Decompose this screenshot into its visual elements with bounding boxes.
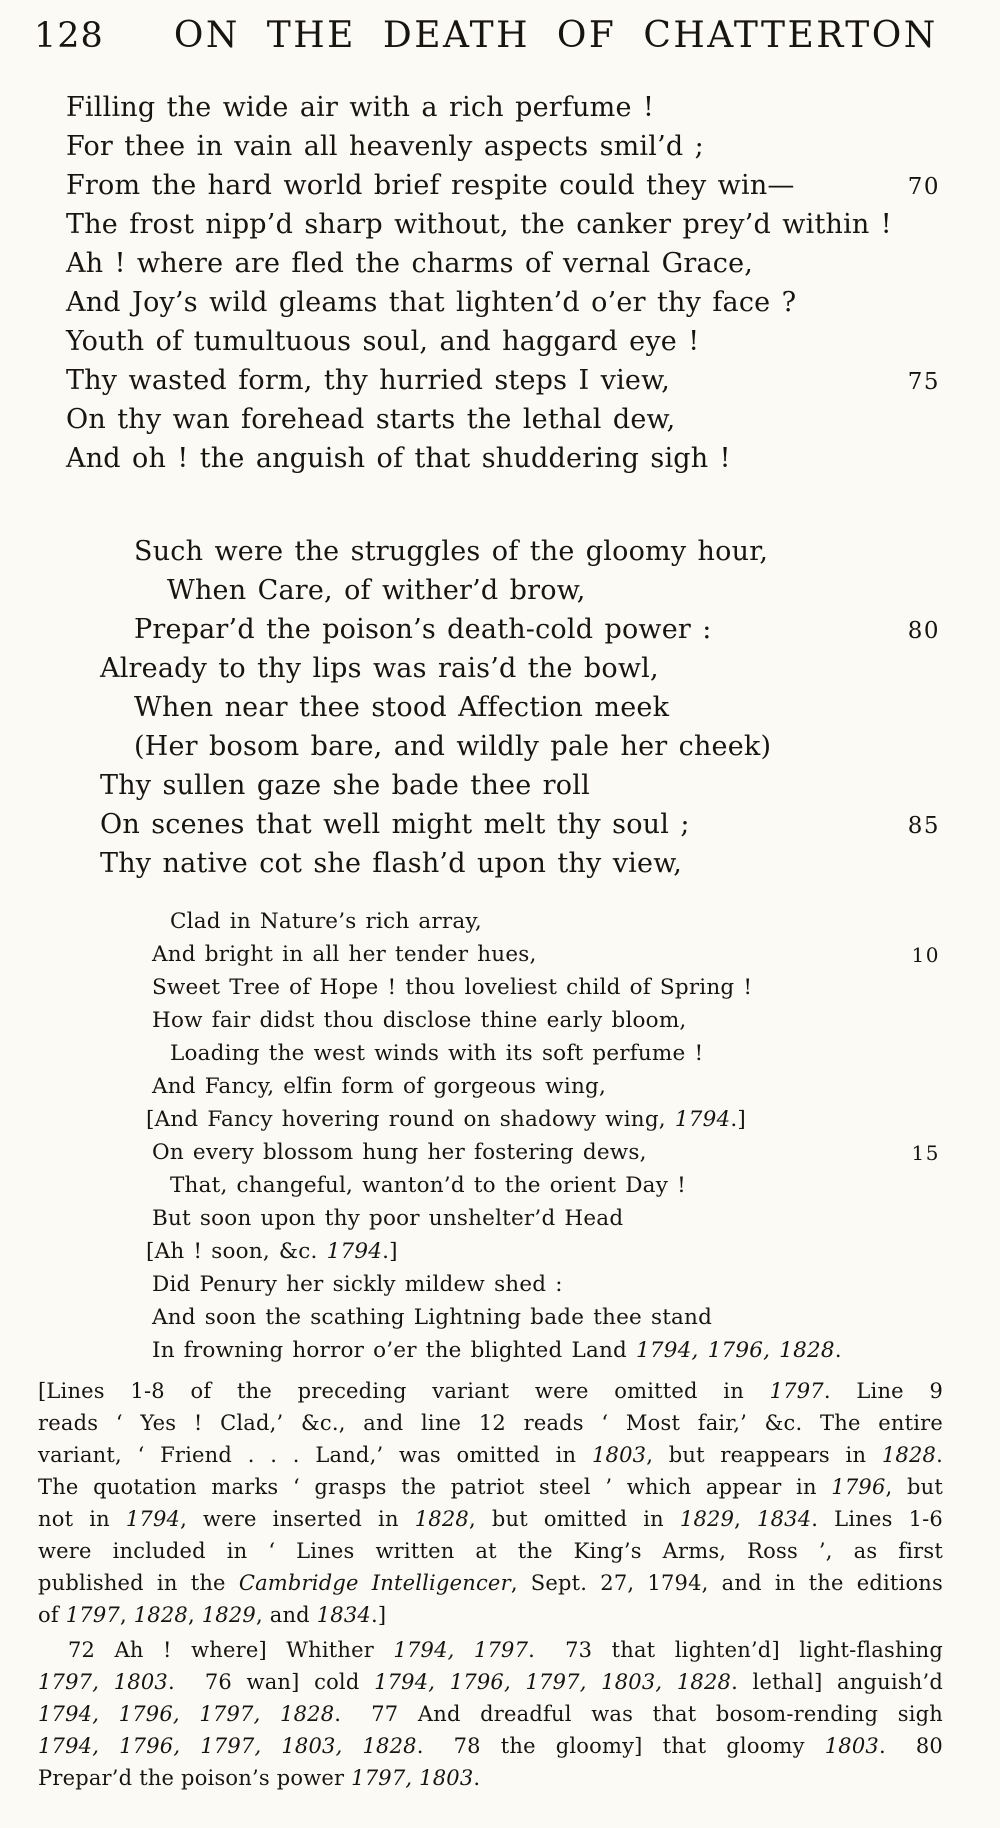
variant-line xyxy=(0,1037,940,1070)
apparatus-line: 72 Ah ! where] Whither 1794, 1797. 73 that lighten’d] light-flashing xyxy=(68,1638,943,1662)
note-line: of 1797, 1828, 1829, and 1834.] xyxy=(38,1603,387,1627)
poem-line-text: Thy wasted form, thy hurried steps I view, xyxy=(66,365,670,396)
page-header xyxy=(34,14,1000,58)
variant-line xyxy=(0,1136,940,1169)
note-line: [Lines 1-8 of the preceding variant were omitted in 1797. Line 9 xyxy=(38,1379,944,1403)
variant-line xyxy=(0,1004,940,1037)
note-line: published in the Cambridge Intelligencer, Sept. 27, 1794, and in the editions xyxy=(38,1571,944,1595)
variant-line-text: And Fancy, elfin form of gorgeous wing, xyxy=(152,1074,606,1099)
variant-line-text: But soon upon thy poor unshelter’d Head xyxy=(152,1206,624,1231)
variant-block xyxy=(0,905,940,1367)
poem-line xyxy=(0,88,940,127)
line-number: 10 xyxy=(911,943,940,967)
variant-line-text: How fair didst thou disclose thine early bloom, xyxy=(152,1008,687,1033)
poem-line xyxy=(0,322,940,361)
poem-line-text: The frost nipp’d sharp without, the canker prey’d within ! xyxy=(66,209,892,240)
variant-line-text: [And Fancy hovering round on shadowy wing, 1794.] xyxy=(146,1107,747,1132)
poem-line xyxy=(0,610,940,649)
poem-line-text: Such were the struggles of the gloomy hour, xyxy=(134,536,769,567)
note-line: were included in ‘ Lines written at the King’s Arms, Ross ’, as first xyxy=(38,1539,943,1563)
poem-line-text: For thee in vain all heavenly aspects smil’d ; xyxy=(66,131,704,162)
poem-line-text: Filling the wide air with a rich perfume ! xyxy=(66,92,654,123)
variant-line-text: Loading the west winds with its soft perfume ! xyxy=(170,1041,704,1066)
poem-line xyxy=(0,205,940,244)
variant-line xyxy=(0,1334,940,1367)
poem-line xyxy=(0,727,940,766)
note-line: not in 1794, were inserted in 1828, but omitted in 1829, 1834. Lines 1-6 xyxy=(38,1507,943,1531)
poem-line xyxy=(0,283,940,322)
variant-line xyxy=(0,1268,940,1301)
poem-line xyxy=(0,766,940,805)
variant-line-text: That, changeful, wanton’d to the orient Day ! xyxy=(170,1173,686,1198)
poem-line xyxy=(0,649,940,688)
variant-line-text: Sweet Tree of Hope ! thou loveliest child of Spring ! xyxy=(152,975,753,1000)
variant-line-text: And soon the scathing Lightning bade thee stand xyxy=(152,1305,713,1330)
poem-line-text: Already to thy lips was rais’d the bowl, xyxy=(100,653,659,684)
poem-line xyxy=(0,361,940,400)
editorial-note xyxy=(38,1375,943,1631)
poem-stanza-2 xyxy=(0,532,940,883)
poem-line xyxy=(0,439,940,478)
poem-line-text: Ah ! where are fled the charms of vernal Grace, xyxy=(66,248,754,279)
page-number: 128 xyxy=(34,16,104,56)
variant-line xyxy=(0,1103,940,1136)
poem-line xyxy=(0,400,940,439)
variant-line-text: On every blossom hung her fostering dews, xyxy=(152,1140,647,1165)
poem-line-text: And oh ! the anguish of that shuddering sigh ! xyxy=(66,443,731,474)
line-number: 80 xyxy=(907,618,940,644)
poem-line-text: Prepar’d the poison’s death-cold power : xyxy=(134,614,712,645)
variant-line-text: In frowning horror o’er the blighted Land 1794, 1796, 1828. xyxy=(152,1338,842,1363)
book-page-scan xyxy=(0,14,1000,1828)
poem-line xyxy=(0,244,940,283)
variant-line xyxy=(0,1070,940,1103)
variant-line xyxy=(0,1169,940,1202)
variant-line-text: [Ah ! soon, &c. 1794.] xyxy=(146,1239,398,1264)
poem-line xyxy=(0,844,940,883)
poem-line-text: Youth of tumultuous soul, and haggard eye ! xyxy=(66,326,700,357)
apparatus-line: Prepar’d the poison’s power 1797, 1803. xyxy=(38,1766,481,1790)
poem-line xyxy=(0,532,940,571)
line-number: 15 xyxy=(911,1141,940,1165)
poem-line xyxy=(0,688,940,727)
note-line: variant, ‘ Friend . . . Land,’ was omitted in 1803, but reappears in 1828. xyxy=(38,1443,943,1467)
poem-line-text: When Care, of wither’d brow, xyxy=(167,575,586,606)
poem-line-text: And Joy’s wild gleams that lighten’d o’er thy face ? xyxy=(66,287,797,318)
variant-line-text: Did Penury her sickly mildew shed : xyxy=(152,1272,563,1297)
variant-line xyxy=(0,1301,940,1334)
poem-line-text: (Her bosom bare, and wildly pale her cheek) xyxy=(134,731,772,762)
variant-line xyxy=(0,1235,940,1268)
critical-apparatus xyxy=(38,1634,943,1794)
line-number: 70 xyxy=(907,174,940,200)
variant-line xyxy=(0,971,940,1004)
poem-line-text: Thy sullen gaze she bade thee roll xyxy=(100,770,590,801)
apparatus-line: 1794, 1796, 1797, 1828. 77 And dreadful was that bosom-rending sigh xyxy=(38,1702,943,1726)
variant-line xyxy=(0,1202,940,1235)
note-line: reads ‘ Yes ! Clad,’ &c., and line 12 reads ‘ Most fair,’ &c. The entire xyxy=(38,1411,943,1435)
poem-line-text: On scenes that well might melt thy soul ; xyxy=(100,809,690,840)
poem-line-text: On thy wan forehead starts the lethal dew, xyxy=(66,404,676,435)
running-title: ON THE DEATH OF CHATTERTON xyxy=(173,15,938,56)
apparatus-line: 1797, 1803. 76 wan] cold 1794, 1796, 1797, 1803, 1828. lethal] anguish’d xyxy=(38,1670,943,1694)
line-number: 85 xyxy=(907,813,940,839)
poem-stanza-1 xyxy=(0,88,940,478)
poem-line-text: Thy native cot she flash’d upon thy view, xyxy=(100,848,683,879)
poem-line xyxy=(0,166,940,205)
line-number: 75 xyxy=(907,369,940,395)
note-line: The quotation marks ‘ grasps the patriot steel ’ which appear in 1796, but xyxy=(38,1475,943,1499)
poem-line xyxy=(0,127,940,166)
poem-line-text: When near thee stood Affection meek xyxy=(134,692,670,723)
variant-line xyxy=(0,905,940,938)
variant-line xyxy=(0,938,940,971)
variant-line-text: And bright in all her tender hues, xyxy=(152,942,537,967)
variant-line-text: Clad in Nature’s rich array, xyxy=(170,909,482,934)
apparatus-line: 1794, 1796, 1797, 1803, 1828. 78 the gloomy] that gloomy 1803. 80 xyxy=(38,1734,943,1758)
poem-line xyxy=(0,805,940,844)
poem-line xyxy=(0,571,940,610)
poem-line-text: From the hard world brief respite could they win— xyxy=(66,170,795,201)
